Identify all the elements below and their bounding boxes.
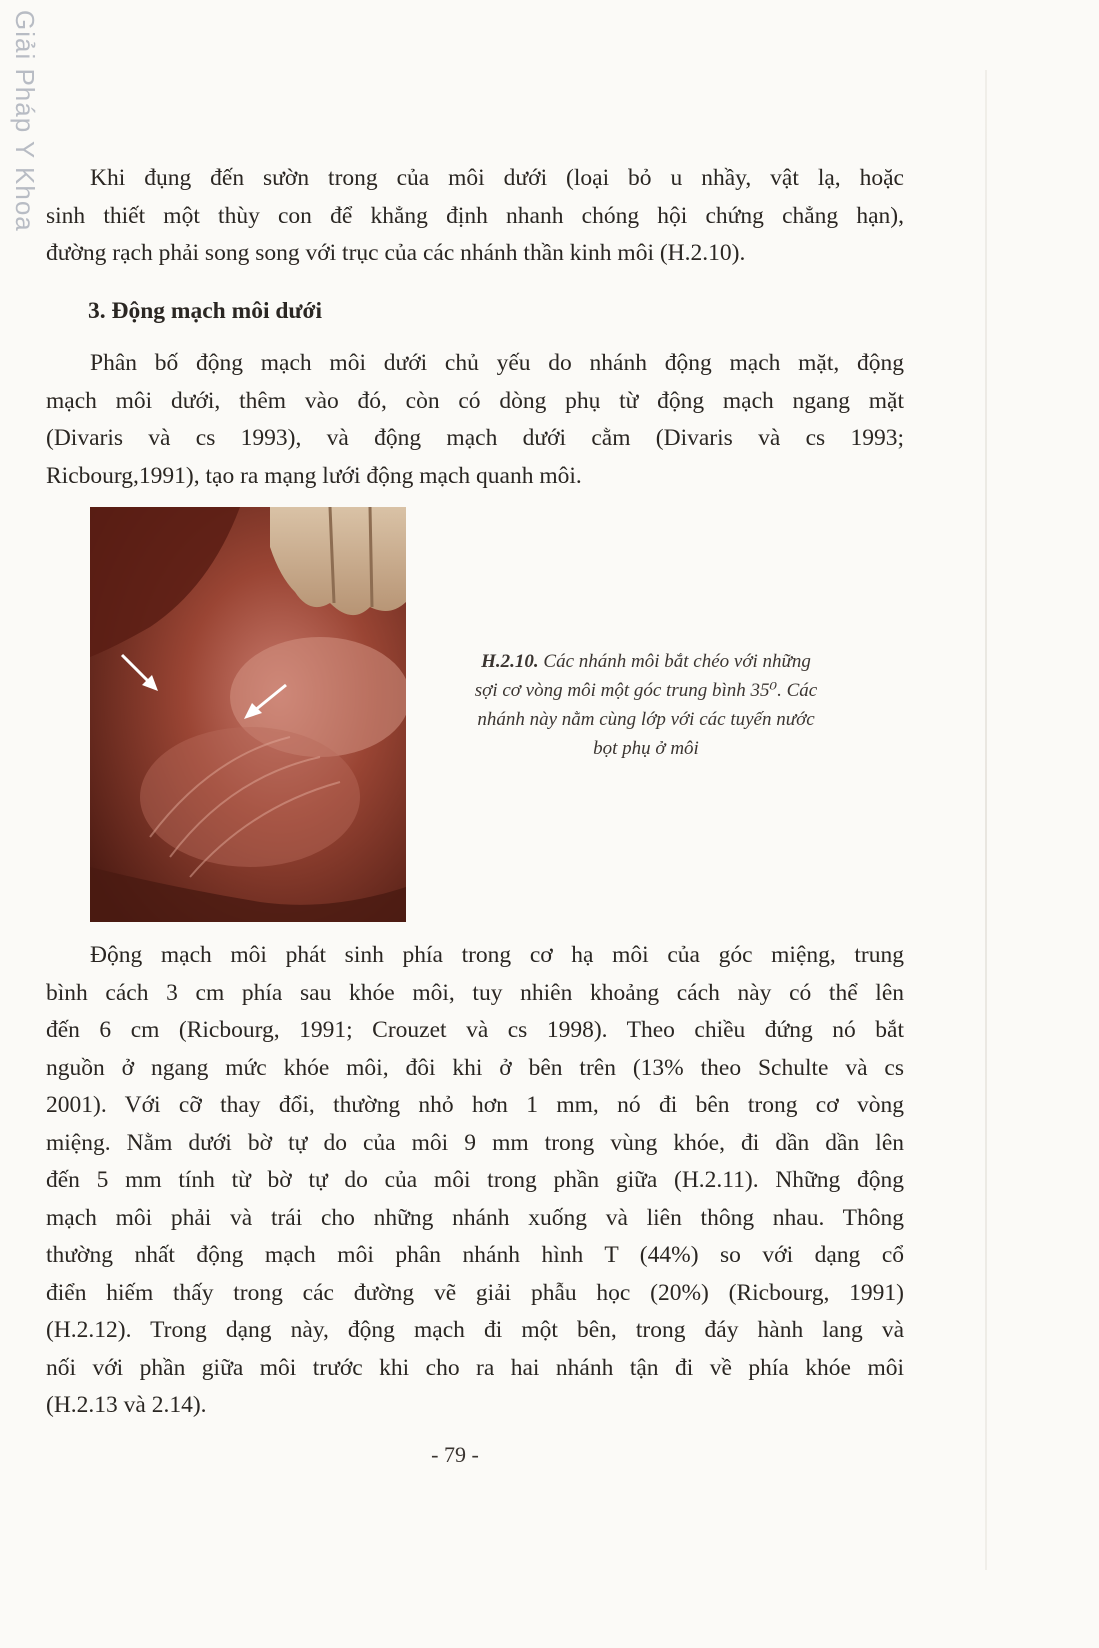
paragraph-line: Động mạch môi phát sinh phía trong cơ hạ môi của góc miệng, trung — [90, 942, 904, 968]
paragraph-line: miệng. Nằm dưới bờ tự do của môi 9 mm trong vùng khóe, đi dần dần lên — [46, 1129, 904, 1156]
caption-line-3: nhánh này nằm cùng lớp với các tuyến nước — [477, 709, 815, 730]
paragraph-line: Khi đụng đến sườn trong của môi dưới (loại bỏ u nhầy, vật lạ, hoặc — [90, 165, 904, 191]
figure-caption — [430, 647, 862, 763]
lip-photo-illustration — [90, 507, 406, 922]
paragraph-line: 2001). Với cỡ thay đổi, thường nhỏ hơn 1 mm, nó đi bên trong cơ vòng — [46, 1092, 904, 1118]
paragraph-line: mạch môi phải và trái cho những nhánh xuống và liên thông nhau. Thông — [46, 1204, 904, 1231]
paragraph-2 — [46, 345, 904, 495]
paragraph-line: Ricbourg,1991), tạo ra mạng lưới động mạch quanh môi. — [46, 462, 582, 489]
caption-line-2: sợi cơ vòng môi một góc trung bình 35⁰. Các — [474, 680, 818, 701]
paragraph-line: nguồn ở ngang mức khóe môi, đôi khi ở bên trên (13% theo Schulte và cs — [46, 1054, 904, 1081]
paragraph-line: đến 5 mm tính từ bờ tự do của môi trong phần giữa (H.2.11). Những động — [46, 1167, 904, 1193]
paragraph-line: sinh thiết một thùy con để khẳng định nhanh chóng hội chứng chẳng hạn), — [46, 202, 904, 229]
figure-label: H.2.10. — [481, 651, 539, 672]
paragraph-line: nối với phần giữa môi trước khi cho ra hai nhánh tận đi về phía khóe môi — [46, 1354, 904, 1381]
paragraph-line: Phân bố động mạch môi dưới chủ yếu do nhánh động mạch mặt, động — [90, 350, 904, 376]
page-number: - 79 - — [431, 1442, 479, 1467]
watermark: Giải Pháp Y Khoa — [10, 10, 40, 232]
paragraph-line: đến 6 cm (Ricbourg, 1991; Crouzet và cs 1998). Theo chiều đứng nó bắt — [46, 1017, 904, 1043]
page-edge-shadow — [985, 70, 987, 1570]
caption-line-1: H.2.10. Các nhánh môi bắt chéo với những — [481, 651, 811, 672]
figure-photo — [90, 507, 406, 922]
paragraph-line: điển hiếm thấy trong các đường vẽ giải phẫu học (20%) (Ricbourg, 1991) — [46, 1279, 904, 1306]
paragraph-line: (H.2.12). Trong dạng này, động mạch đi một bên, trong đáy hành lang và — [46, 1317, 904, 1343]
paragraph-line: thường nhất động mạch môi phân nhánh hình T (44%) so với dạng cổ — [46, 1242, 904, 1268]
paragraph-line: (Divaris và cs 1993), và động mạch dưới cằm (Divaris và cs 1993; — [46, 425, 904, 451]
paragraph-3 — [46, 937, 904, 1425]
paragraph-line: bình cách 3 cm phía sau khóe môi, tuy nhiên khoảng cách này có thể lên — [46, 979, 904, 1006]
caption-line-4: bọt phụ ở môi — [593, 738, 699, 759]
paragraph-1 — [46, 160, 904, 273]
paragraph-line: đường rạch phải song song với trục của các nhánh thần kinh môi (H.2.10). — [46, 240, 746, 266]
section-heading: 3. Động mạch môi dưới — [88, 298, 323, 324]
paragraph-line: (H.2.13 và 2.14). — [46, 1392, 207, 1418]
paragraph-line: mạch môi dưới, thêm vào đó, còn có dòng phụ từ động mạch ngang mặt — [46, 387, 904, 414]
